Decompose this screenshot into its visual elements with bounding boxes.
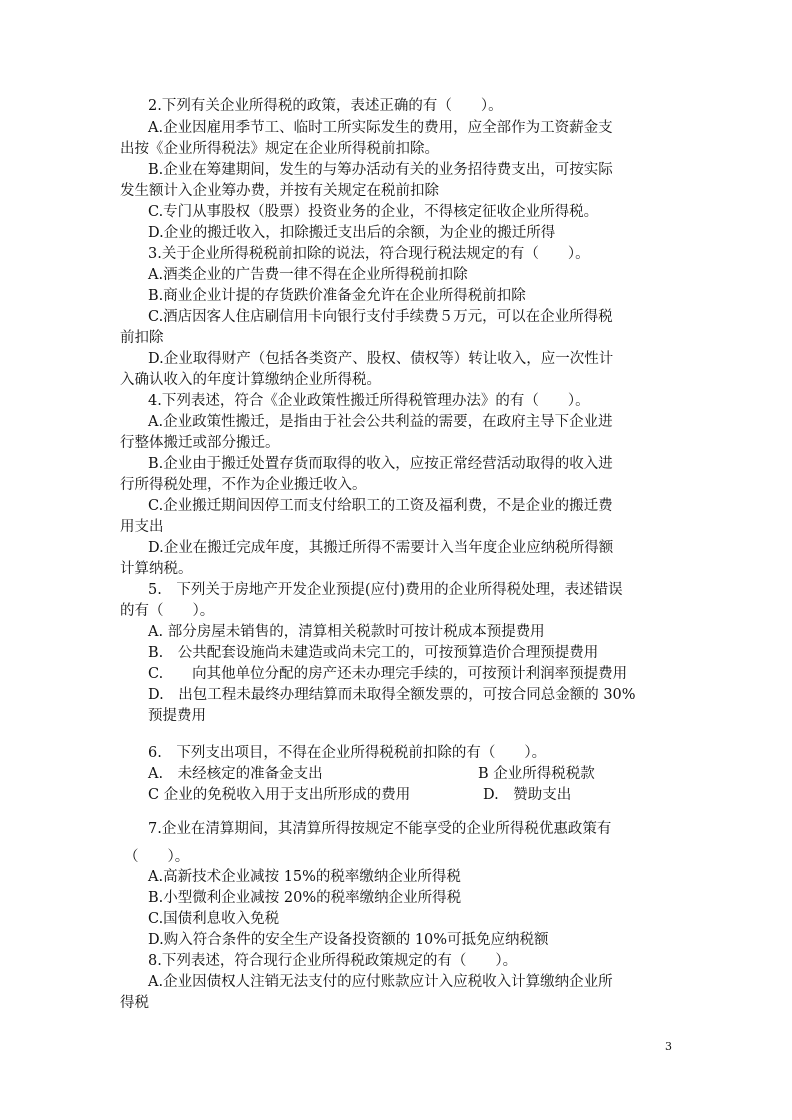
question-5-stem: 5. 下列关于房地产开发企业预提(应付)费用的企业所得税处理，表述错误 <box>148 582 623 598</box>
question-2-stem: 2.下列有关企业所得税的政策，表述正确的有（ ）。 <box>148 98 503 114</box>
question-4-option-d-cont: 计算纳税。 <box>120 561 193 577</box>
question-3-option-c-cont: 前扣除 <box>120 330 164 346</box>
question-4-option-c-cont: 用支出 <box>120 519 164 535</box>
question-5-option-b: B. 公共配套设施尚未建造或尚未完工的，可按预算造价合理预提费用 <box>148 645 599 661</box>
question-8-option-a: A.企业因债权人注销无法支付的应付账款应计入应税收入计算缴纳企业所 <box>148 974 613 990</box>
question-5-stem-cont: 的有（ ）。 <box>120 603 215 619</box>
question-8-stem: 8.下列表述，符合现行企业所得税政策规定的有（ ）。 <box>148 953 518 969</box>
question-5-option-d-cont: 预提费用 <box>148 708 206 724</box>
question-4-option-b-cont: 行所得税处理，不作为企业搬迁收入。 <box>120 477 367 493</box>
question-8-option-a-cont: 得税 <box>120 995 149 1011</box>
question-6-stem: 6. 下列支出项目，不得在企业所得税税前扣除的有（ ）。 <box>148 745 547 761</box>
question-4-option-d: D.企业在搬迁完成年度，其搬迁所得不需要计入当年度企业应纳税所得额 <box>148 540 614 556</box>
question-6-option-c: C 企业的免税收入用于支出所形成的费用 <box>148 787 411 803</box>
question-6-option-d: D. 赞助支出 <box>483 787 572 803</box>
question-2-option-a-cont: 出按《企业所得税法》规定在企业所得税前扣除。 <box>120 141 439 157</box>
question-2-option-b-cont: 发生额计入企业筹办费，并按有关规定在税前扣除 <box>120 183 439 199</box>
question-5-option-c: C. 向其他单位分配的房产还未办理完手续的，可按预计利润率预提费用 <box>148 666 628 682</box>
question-2-option-a: A.企业因雇用季节工、临时工所实际发生的费用，应全部作为工资薪金支 <box>148 120 613 136</box>
question-7-option-b: B.小型微利企业减按 20%的税率缴纳企业所得税 <box>148 890 462 906</box>
question-6-option-b: B 企业所得税税款 <box>478 766 595 782</box>
question-3-option-d: D.企业取得财产（包括各类资产、股权、债权等）转让收入，应一次性计 <box>148 351 614 367</box>
question-5-option-d: D. 出包工程未最终办理结算而未取得全额发票的，可按合同总金额的 30% <box>148 687 636 703</box>
question-2-option-b: B.企业在筹建期间，发生的与筹办活动有关的业务招待费支出，可按实际 <box>148 162 613 178</box>
question-5-option-a: A. 部分房屋未销售的，清算相关税款时可按计税成本预提费用 <box>148 624 545 640</box>
question-7-option-c: C.国债利息收入免税 <box>148 911 280 927</box>
question-7-option-a: A.高新技术企业减按 15%的税率缴纳企业所得税 <box>148 869 461 885</box>
question-7-option-d: D.购入符合条件的安全生产设备投资额的 10%可抵免应纳税额 <box>148 932 549 948</box>
question-7-stem-cont: （ ）。 <box>124 849 190 865</box>
question-2-option-c: C.专门从事股权（股票）投资业务的企业，不得核定征收企业所得税。 <box>148 204 599 220</box>
question-4-option-b: B.企业由于搬迁处置存货而取得的收入，应按正常经营活动取得的收入进 <box>148 456 613 472</box>
question-4-option-c: C.企业搬迁期间因停工而支付给职工的工资及福利费，不是企业的搬迁费 <box>148 498 613 514</box>
question-4-option-a: A.企业政策性搬迁，是指由于社会公共利益的需要，在政府主导下企业进 <box>148 414 613 430</box>
question-3-option-a: A.酒类企业的广告费一律不得在企业所得税前扣除 <box>148 267 468 283</box>
question-3-option-d-cont: 入确认收入的年度计算缴纳企业所得税。 <box>120 372 381 388</box>
question-7-stem: 7.企业在清算期间，其清算所得按规定不能享受的企业所得税优惠政策有 <box>148 821 612 837</box>
question-3-stem: 3.关于企业所得税税前扣除的说法，符合现行税法规定的有（ ）。 <box>148 246 590 262</box>
question-3-option-c: C.酒店因客人住店刷信用卡向银行支付手续费５万元，可以在企业所得税 <box>148 309 613 325</box>
question-6-option-a: A. 未经核定的准备金支出 <box>148 766 323 782</box>
question-4-option-a-cont: 行整体搬迁或部分搬迁。 <box>120 435 280 451</box>
question-3-option-b: B.商业企业计提的存货跌价准备金允许在企业所得税前扣除 <box>148 288 526 304</box>
question-4-stem: 4.下列表述，符合《企业政策性搬迁所得税管理办法》的有（ ）。 <box>148 393 590 409</box>
page-number: 3 <box>665 1040 672 1053</box>
question-2-option-d: D.企业的搬迁收入，扣除搬迁支出后的余额，为企业的搬迁所得 <box>148 225 556 241</box>
